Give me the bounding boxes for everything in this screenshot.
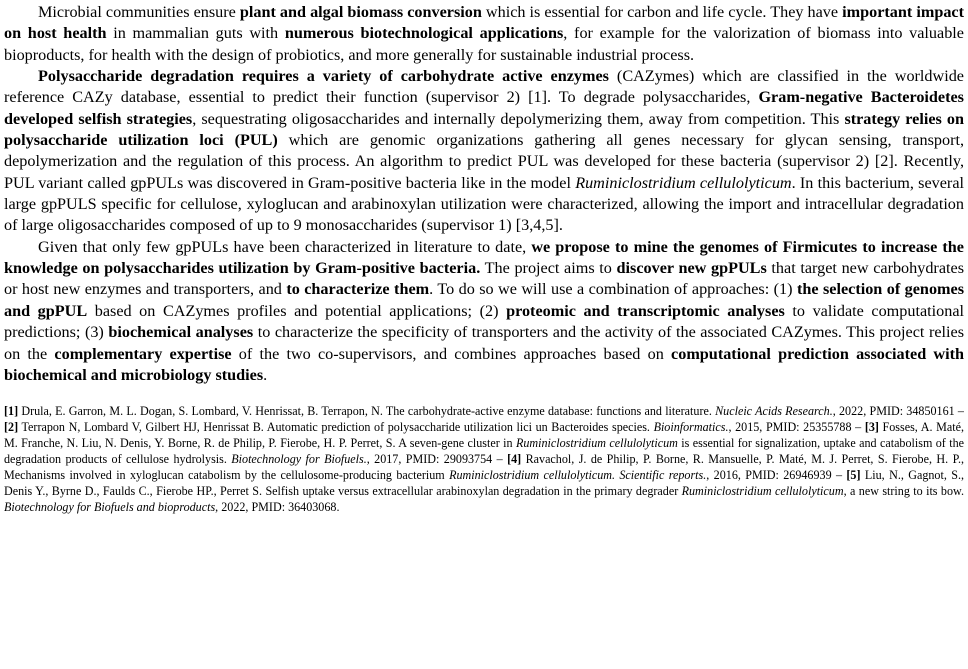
bold-text-run: biochemical analyses <box>108 323 254 342</box>
bold-text-run: computational prediction associated with biochemical and microbiology studies <box>4 344 965 384</box>
text-run: Liu, N., Gagnot, S., Denis Y., Byrne D., Faulds C., Fierobe HP., Perret S. Selfish uptake versus extracellular arabinoxylan degradation in the primary degrader <box>4 467 965 498</box>
references <box>4 404 964 515</box>
text-run: which are genomic organizations gathering all genes necessary for glycan sensing, transport, depolymerization and the regulation of this process. An algorithm to predict PUL was developed for these bacteria (supervisor 2) [2]. Recently, PUL variant called gpPULs was discovered in Gram-positive bacteria like in the model <box>4 131 965 192</box>
bold-text-run: [3] <box>864 420 879 435</box>
italic-text-run: Biotechnology for Biofuels. <box>231 451 367 466</box>
bold-text-run: to characterize them <box>286 280 430 299</box>
main-body <box>4 2 964 386</box>
text-run: Ravachol, J. de Philip, P. Borne, R. Mansuelle, P. Maté, M. J. Perret, S. Fierobe, H. P., Mechanisms involved in xyloglucan catabolism by the cellulosome-producing bacterium <box>4 451 965 482</box>
text-run: The project aims to <box>480 259 617 278</box>
text-run: in mammalian guts with <box>106 24 285 43</box>
text-run: . In this bacterium, several large gpPULS specific for cellulose, xyloglucan and arabinoxylan utilization were characterized, allowing the import and intracellular degradation of large oligosaccharides composed of up to 9 monosaccharides (supervisor 1) [3,4,5]. <box>4 173 965 235</box>
bold-text-run: strategy relies on polysaccharide utilization loci (PUL) <box>4 109 965 150</box>
paragraph-cazymes <box>4 66 964 237</box>
text-run: Fosses, A. Maté, M. Franche, N. Liu, N. Denis, Y. Borne, R. de Philip, P. Fierobe, H. P. Perret, S. A seven-gene cluster in <box>4 420 965 450</box>
bold-text-run: [4] <box>507 451 522 466</box>
bold-text-run: plant and algal biomass conversion <box>239 3 482 21</box>
italic-text-run: Biotechnology for Biofuels and bioproducts <box>4 499 216 514</box>
bold-text-run: we propose to mine the genomes of Firmicutes to increase the knowledge on polysaccharides utilization by Gram-positive bacteria. <box>4 237 964 278</box>
bold-text-run: important impact on host health <box>4 3 965 43</box>
italic-text-run: Ruminiclostridium cellulolyticum <box>515 436 678 450</box>
text-run: , for example for the valorization of biomass into valuable bioproducts, for health with the design of probiotics, and more generally for sustainable industrial process. <box>4 24 964 64</box>
text-run: Microbial communities ensure <box>38 3 240 21</box>
text-run: (CAZymes) which are classified in the worldwide reference CAZy database, essential to predict their function (supervisor 2) [1]. To degrade polysaccharides, <box>4 67 964 107</box>
bold-text-run: Gram-negative Bacteroidetes developed selfish strategies <box>4 88 964 128</box>
italic-text-run: Ruminiclostridium cellulolyticum. Scientific reports. <box>449 467 707 482</box>
text-run: of the two co-supervisors, and combines approaches based on <box>231 344 672 363</box>
text-run: , 2016, PMID: 26946939 – <box>706 467 847 482</box>
text-run: based on CAZymes profiles and potential applications; (2) <box>87 301 507 320</box>
text-run: . To do so we will use a combination of approaches: (1) <box>429 280 797 299</box>
bold-text-run: complementary expertise <box>54 344 232 363</box>
text-run: that target new carbohydrates or host new enzymes and transporters, and <box>4 259 964 299</box>
bold-text-run: proteomic and transcriptomic analyses <box>506 301 785 320</box>
text-run: Terrapon N, Lombard V, Gilbert HJ, Henrissat B. Automatic prediction of polysaccharide utilization lici un Bacteroides species. <box>18 420 654 435</box>
text-run: , 2022, PMID: 34850161 – <box>832 404 964 419</box>
text-run: , a new string to its bow. <box>843 483 964 498</box>
text-run: to characterize the specificity of transporters and the activity of the associated CAZymes. This project relies on the <box>4 323 964 363</box>
italic-text-run: Ruminiclostridium cellulolyticum <box>575 173 792 192</box>
text-run: Given that only few gpPULs have been characterized in literature to date, <box>38 237 532 256</box>
bold-text-run: the selection of genomes and gpPUL <box>4 280 965 320</box>
bold-text-run: Polysaccharide degradation requires a variety of carbohydrate active enzymes <box>38 67 609 86</box>
bold-text-run: numerous biotechnological applications <box>284 24 564 43</box>
bold-text-run: discover new gpPULs <box>616 259 767 278</box>
text-run: , 2022, PMID: 36403068. <box>215 499 340 514</box>
italic-text-run: Ruminiclostridium cellulolyticum <box>681 483 844 498</box>
bold-text-run: [1] <box>4 404 19 419</box>
text-run: , 2017, PMID: 29093754 – <box>366 451 508 466</box>
italic-text-run: Bioinformatics. <box>653 420 729 435</box>
text-run: which is essential for carbon and life cycle. They have <box>481 3 843 21</box>
text-run: , sequestrating oligosaccharides and internally depolymerizing them, away from competition. This <box>192 109 845 128</box>
text-run: to validate computational predictions; (3) <box>4 301 964 342</box>
text-run: . <box>263 365 268 384</box>
text-run: , 2015, PMID: 25355788 – <box>728 420 865 435</box>
bold-text-run: [2] <box>4 420 19 435</box>
italic-text-run: Nucleic Acids Research. <box>715 404 833 419</box>
text-run: Drula, E. Garron, M. L. Dogan, S. Lombard, V. Henrissat, B. Terrapon, N. The carbohydrate-active enzyme database: functions and literature. <box>18 404 716 419</box>
paragraph-project <box>4 237 964 386</box>
text-run: is essential for signalization, uptake and catabolism of the degradation products of cellulose hydrolysis. <box>4 436 964 466</box>
bold-text-run: [5] <box>846 467 861 482</box>
paragraph-intro <box>4 2 964 66</box>
